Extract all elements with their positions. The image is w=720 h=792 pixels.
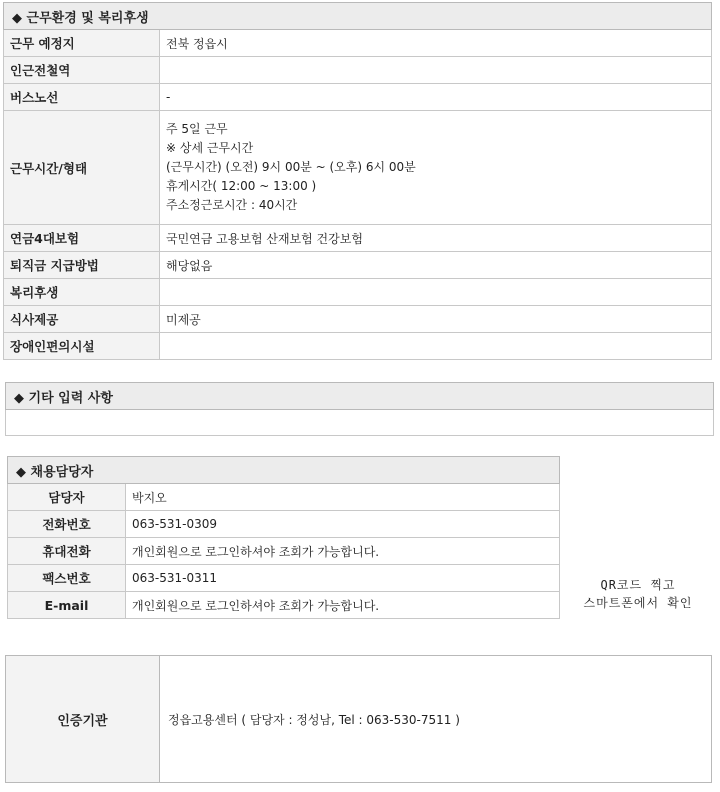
- qr-code-hint: [568, 576, 708, 612]
- mobile-value: 개인회원으로 로그인하셔야 조회가 가능합니다.: [126, 538, 560, 565]
- table-row: [4, 306, 712, 333]
- accessibility-value: [160, 333, 712, 360]
- certification-value: 정읍고용센터 ( 담당자 : 정성남, Tel : 063-530-7511 ): [160, 656, 712, 783]
- fax-label: 팩스번호: [8, 565, 126, 592]
- manager-value: 박지오: [126, 484, 560, 511]
- contact-header-row: [8, 457, 560, 484]
- table-row: [4, 333, 712, 360]
- work-hours-line: (근무시간) (오전) 9시 00분 ~ (오후) 6시 00분: [166, 160, 416, 174]
- other-info-header: ◆ 기타 입력 사항: [6, 383, 714, 410]
- table-row: [4, 225, 712, 252]
- table-row: [6, 656, 712, 783]
- table-row: [6, 410, 714, 436]
- severance-label: 퇴직금 지급방법: [4, 252, 160, 279]
- nearby-subway-label: 인근전철역: [4, 57, 160, 84]
- table-row: [4, 252, 712, 279]
- table-row: [8, 538, 560, 565]
- work-hours-line: 주소정근로시간 : 40시간: [166, 198, 298, 212]
- mobile-label: 휴대전화: [8, 538, 126, 565]
- table-row: [8, 511, 560, 538]
- phone-label: 전화번호: [8, 511, 126, 538]
- work-hours-label: 근무시간/형태: [4, 111, 160, 225]
- bus-route-value: -: [160, 84, 712, 111]
- meal-label: 식사제공: [4, 306, 160, 333]
- bus-route-label: 버스노선: [4, 84, 160, 111]
- contact-table: [7, 456, 560, 619]
- work-hours-line: 휴게시간( 12:00 ~ 13:00 ): [166, 179, 317, 193]
- severance-value: 해당없음: [160, 252, 712, 279]
- table-row: [4, 111, 712, 225]
- table-row: [4, 30, 712, 57]
- work-environment-header-row: [4, 3, 712, 30]
- qr-hint-line-1: QR코드 찍고: [600, 578, 676, 592]
- table-row: [8, 484, 560, 511]
- table-row: [8, 565, 560, 592]
- nearby-subway-value: [160, 57, 712, 84]
- certification-table: [5, 655, 712, 783]
- work-environment-table: [3, 2, 712, 360]
- insurance-value: 국민연금 고용보험 산재보험 건강보험: [160, 225, 712, 252]
- work-hours-line: ※ 상세 근무시간: [166, 141, 254, 155]
- work-location-value: 전북 정읍시: [160, 30, 712, 57]
- work-environment-header: ◆ 근무환경 및 복리후생: [4, 3, 712, 30]
- table-row: [4, 279, 712, 306]
- other-info-table: [5, 382, 714, 436]
- table-row: [4, 84, 712, 111]
- other-info-header-row: [6, 383, 714, 410]
- table-row: [4, 57, 712, 84]
- table-row: [8, 592, 560, 619]
- insurance-label: 연금4대보험: [4, 225, 160, 252]
- work-location-label: 근무 예정지: [4, 30, 160, 57]
- work-hours-line: 주 5일 근무: [166, 122, 228, 136]
- benefits-value: [160, 279, 712, 306]
- meal-value: 미제공: [160, 306, 712, 333]
- benefits-label: 복리후생: [4, 279, 160, 306]
- phone-value: 063-531-0309: [126, 511, 560, 538]
- fax-value: 063-531-0311: [126, 565, 560, 592]
- contact-header: ◆ 채용담당자: [8, 457, 560, 484]
- email-value: 개인회원으로 로그인하셔야 조회가 가능합니다.: [126, 592, 560, 619]
- accessibility-label: 장애인편의시설: [4, 333, 160, 360]
- manager-label: 담당자: [8, 484, 126, 511]
- work-hours-value: [160, 111, 712, 225]
- email-label: E-mail: [8, 592, 126, 619]
- certification-label: 인증기관: [6, 656, 160, 783]
- qr-hint-line-2: 스마트폰에서 확인: [583, 596, 693, 610]
- other-info-value: [6, 410, 714, 436]
